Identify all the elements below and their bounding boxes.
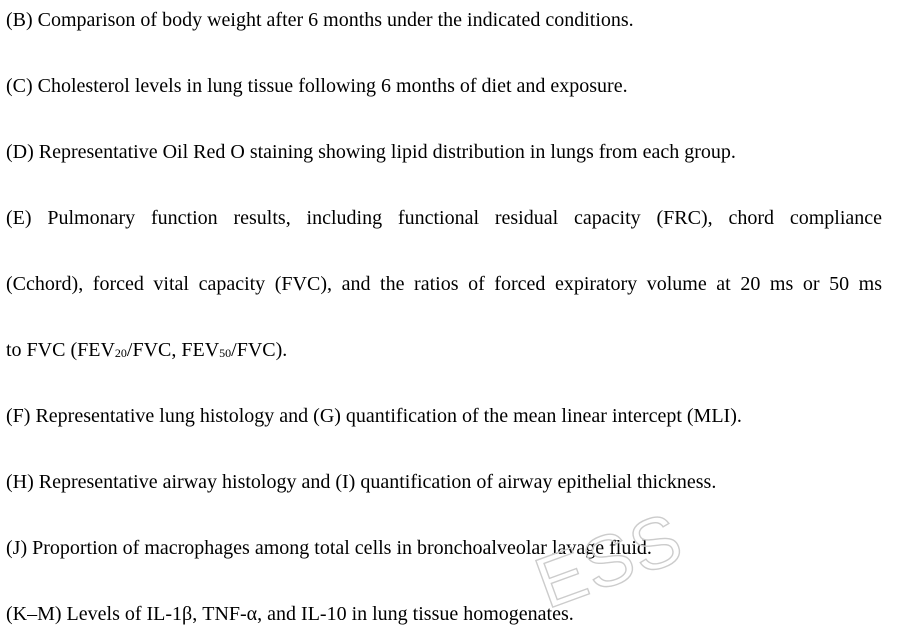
legend-item-d: (D) Representative Oil Red O staining showing lipid distribution in lungs from each group. xyxy=(6,141,736,163)
legend-item-h-i: (H) Representative airway histology and (I) quantification of airway epithelial thickness. xyxy=(6,471,717,493)
legend-item-f-g: (F) Representative lung histology and (G) quantification of the mean linear intercept (MLI). xyxy=(6,405,742,427)
legend-e-text-mid: /FVC, FEV xyxy=(126,339,220,361)
legend-item-b: (B) Comparison of body weight after 6 months under the indicated conditions. xyxy=(6,9,634,31)
legend-e-text-suffix: /FVC). xyxy=(231,339,288,361)
legend-item-k-m: (K–M) Levels of IL-1β, TNF-α, and IL-10 in lung tissue homogenates. xyxy=(6,603,574,625)
legend-e-subscript-20: 20 xyxy=(114,346,127,360)
legend-item-c: (C) Cholesterol levels in lung tissue following 6 months of diet and exposure. xyxy=(6,75,628,97)
legend-item-e-line-1: (E) Pulmonary function results, including functional residual capacity (FRC), chord compliance xyxy=(6,207,882,229)
legend-item-e-line-3 xyxy=(6,338,287,364)
legend-item-e-line-2: (Cchord), forced vital capacity (FVC), and the ratios of forced expiratory volume at 20 ms or 50 ms xyxy=(6,273,882,295)
legend-e-subscript-50: 50 xyxy=(219,346,232,360)
legend-e-text-prefix: to FVC (FEV xyxy=(6,339,115,361)
watermark: ESS xyxy=(525,497,694,625)
legend-item-j: (J) Proportion of macrophages among total cells in bronchoalveolar lavage fluid. xyxy=(6,537,652,559)
